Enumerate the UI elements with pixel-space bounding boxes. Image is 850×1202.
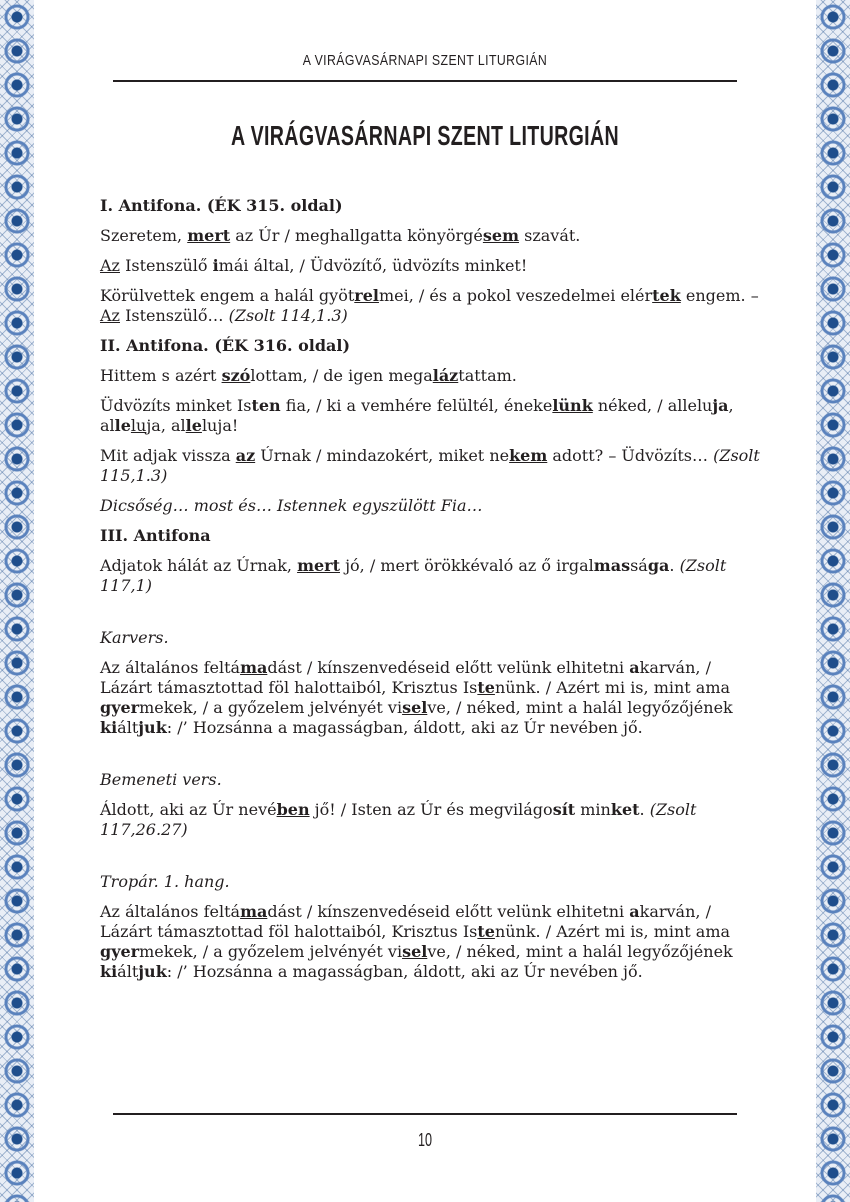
- text-run: mert: [187, 226, 231, 245]
- text-run: le: [114, 416, 131, 435]
- text-run: Bemeneti vers.: [100, 770, 222, 789]
- text-run: sem: [482, 226, 520, 245]
- antiphon-heading: [100, 526, 760, 546]
- text-run: mei, / és a pokol veszedelmei elér: [378, 286, 653, 305]
- text-run: Az általános feltá: [100, 658, 241, 677]
- text-run: sá: [630, 556, 648, 575]
- text-run: ve, / néked, mint a halál legyőzőjének: [427, 942, 733, 961]
- text-run: ált: [117, 718, 139, 737]
- text-run: engem. –: [680, 286, 759, 305]
- text-run: (Zsolt 114,1.3): [228, 306, 348, 325]
- text-run: ma: [240, 902, 268, 921]
- text-run: Áldott, aki az Úr nevé: [100, 800, 277, 819]
- text-run: adott? – Üdvözíts…: [547, 446, 714, 465]
- text-run: ja, al: [146, 416, 186, 435]
- text-run: lottam, / de igen mega: [250, 366, 433, 385]
- text-run: karván, / Lázárt támasztottad föl halottaiból, Krisztus Is: [100, 658, 711, 697]
- text-run: ten: [251, 396, 281, 415]
- page-title: A VIRÁGVASÁRNAPI SZENT LITURGIÁN: [231, 120, 619, 151]
- verse-paragraph: [100, 872, 760, 892]
- text-run: Úrnak / mindazokért, miket ne: [255, 446, 510, 465]
- running-header: A VIRÁGVASÁRNAPI SZENT LITURGIÁN: [302, 52, 548, 69]
- text-run: , al: [100, 396, 734, 435]
- section-spacer: [100, 748, 760, 770]
- text-run: Az általános feltá: [100, 902, 241, 921]
- verse-paragraph: [100, 396, 760, 436]
- text-run: mert: [297, 556, 340, 575]
- text-run: Istenszülő…: [119, 306, 229, 325]
- antiphon-heading: [100, 196, 760, 216]
- text-run: ben: [276, 800, 310, 819]
- text-run: rel: [354, 286, 379, 305]
- section-spacer: [100, 606, 760, 628]
- text-run: sel: [402, 942, 428, 961]
- ornamental-border-left: [0, 0, 34, 1202]
- text-run: Istenszülő: [119, 256, 213, 275]
- text-run: luja!: [201, 416, 239, 435]
- text-run: az: [235, 446, 256, 465]
- text-run: néked, / allelu: [592, 396, 713, 415]
- text-run: tattam.: [458, 366, 517, 385]
- text-run: : /’ Hozsánna a magasságban, áldott, aki az Úr nevében jő.: [166, 718, 643, 737]
- text-run: nünk. / Azért mi is, mint ama: [494, 922, 731, 941]
- verse-paragraph: [100, 770, 760, 790]
- footer-rule: [113, 1113, 737, 1115]
- text-run: láz: [432, 366, 459, 385]
- text-run: (Zsolt 117,1): [100, 556, 727, 595]
- text-run: I. Antifona. (ÉK 315. oldal): [100, 196, 343, 215]
- text-run: fia, / ki a vemhére felültél, éneke: [280, 396, 553, 415]
- verse-paragraph: [100, 286, 760, 326]
- text-run: ált: [117, 962, 139, 981]
- text-run: ket: [610, 800, 640, 819]
- text-run: mekek, / a győzelem jelvényét vi: [139, 698, 403, 717]
- text-run: Szeretem,: [100, 226, 188, 245]
- text-run: a: [629, 658, 640, 677]
- text-run: ki: [100, 962, 118, 981]
- text-run: ma: [240, 658, 268, 677]
- ornamental-border-right: [816, 0, 850, 1202]
- text-run: III. Antifona: [100, 526, 211, 545]
- verse-paragraph: [100, 800, 760, 840]
- text-run: az Úr / meghallgatta könyörgé: [230, 226, 483, 245]
- text-run: juk: [138, 718, 167, 737]
- text-run: karván, / Lázárt támasztottad föl halottaiból, Krisztus Is: [100, 902, 711, 941]
- text-run: Karvers.: [100, 628, 169, 647]
- text-run: le: [185, 416, 202, 435]
- liturgy-text: [100, 196, 760, 992]
- text-run: gyer: [100, 698, 140, 717]
- header-rule: [113, 80, 737, 82]
- text-run: .: [639, 800, 650, 819]
- antiphon-heading: [100, 336, 760, 356]
- text-run: Mit adjak vissza: [100, 446, 236, 465]
- text-run: ja: [712, 396, 729, 415]
- verse-paragraph: [100, 226, 760, 246]
- text-run: gyer: [100, 942, 140, 961]
- text-run: mas: [593, 556, 631, 575]
- verse-paragraph: [100, 628, 760, 648]
- text-run: te: [477, 922, 495, 941]
- verse-paragraph: [100, 496, 760, 516]
- text-run: a: [629, 902, 640, 921]
- text-run: Tropár. 1. hang.: [100, 872, 230, 891]
- text-run: kem: [509, 446, 548, 465]
- text-run: ga: [647, 556, 670, 575]
- text-run: sít: [552, 800, 576, 819]
- section-spacer: [100, 850, 760, 872]
- text-run: lünk: [552, 396, 593, 415]
- text-run: te: [477, 678, 495, 697]
- text-run: szó: [221, 366, 251, 385]
- text-run: dást / kínszenvedéseid előtt velünk elhitetni: [267, 902, 630, 921]
- verse-paragraph: [100, 658, 760, 738]
- verse-paragraph: [100, 446, 760, 486]
- text-run: lu: [130, 416, 147, 435]
- text-run: (Zsolt 117,26.27): [100, 800, 697, 839]
- text-run: (Zsolt 115,1.3): [100, 446, 760, 485]
- text-run: .: [669, 556, 680, 575]
- verse-paragraph: [100, 366, 760, 386]
- text-run: : /’ Hozsánna a magasságban, áldott, aki az Úr nevében jő.: [166, 962, 643, 981]
- text-run: tek: [652, 286, 681, 305]
- verse-paragraph: [100, 556, 760, 596]
- text-run: jő! / Isten az Úr és megvilágo: [309, 800, 553, 819]
- text-run: sel: [402, 698, 428, 717]
- text-run: Dicsőség… most és… Istennek egyszülött Fia…: [100, 496, 483, 515]
- text-run: ve, / néked, mint a halál legyőzőjének: [427, 698, 733, 717]
- text-run: Hittem s azért: [100, 366, 222, 385]
- text-run: Körülvettek engem a halál gyöt: [100, 286, 355, 305]
- text-run: dást / kínszenvedéseid előtt velünk elhitetni: [267, 658, 630, 677]
- text-run: min: [575, 800, 611, 819]
- text-run: Az: [100, 306, 120, 325]
- text-run: Adjatok hálát az Úrnak,: [100, 556, 298, 575]
- text-run: Üdvözíts minket Is: [100, 396, 252, 415]
- text-run: II. Antifona. (ÉK 316. oldal): [100, 336, 351, 355]
- verse-paragraph: [100, 902, 760, 982]
- text-run: juk: [138, 962, 167, 981]
- text-run: i: [212, 256, 219, 275]
- page-number: 10: [417, 1130, 433, 1150]
- text-run: szavát.: [519, 226, 581, 245]
- text-run: mái által, / Üdvözítő, üdvözíts minket!: [218, 256, 528, 275]
- verse-paragraph: [100, 256, 760, 276]
- text-run: jó, / mert örökkévaló az ő irgal: [340, 556, 594, 575]
- text-run: Az: [100, 256, 120, 275]
- text-run: mekek, / a győzelem jelvényét vi: [139, 942, 403, 961]
- text-run: nünk. / Azért mi is, mint ama: [494, 678, 731, 697]
- text-run: ki: [100, 718, 118, 737]
